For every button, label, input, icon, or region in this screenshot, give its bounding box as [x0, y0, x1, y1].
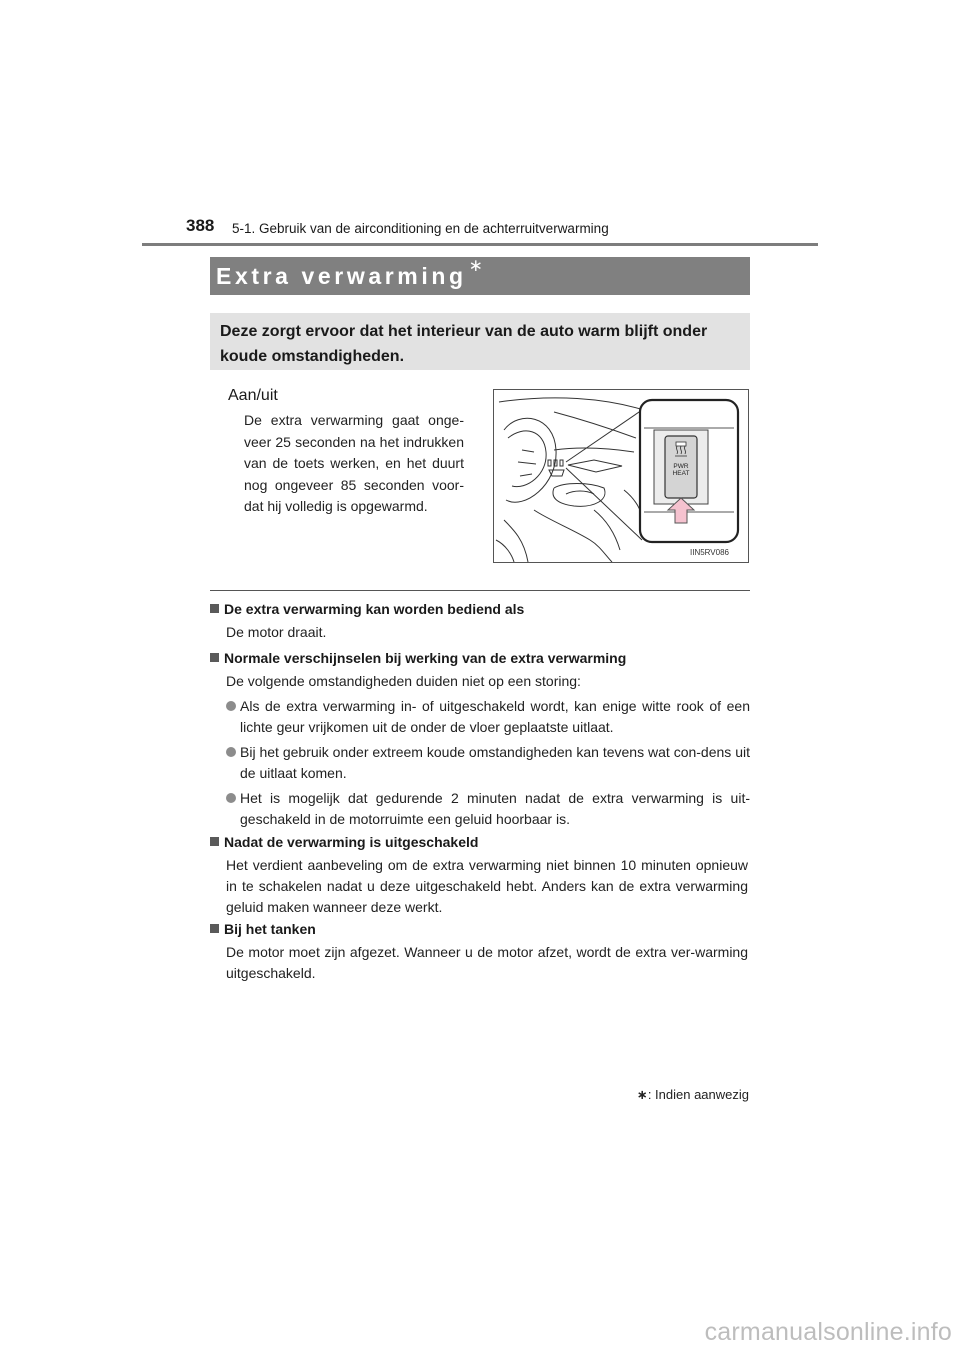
list-item	[226, 696, 750, 738]
on-off-description: De extra verwarming gaat onge-veer 25 seconden na het indrukken van de toets werken, en het duurt nog ongeveer 85 seconden voor-dat hij volledig is opgewarmd.	[244, 412, 464, 515]
intro-box: Deze zorgt ervoor dat het interieur van de auto warm blijft onder koude omstandigheden.	[210, 313, 750, 370]
round-bullet-icon	[226, 793, 236, 803]
illustration-code: IIN5RV086	[690, 548, 729, 557]
site-watermark: carmanualsonline.info	[704, 1318, 952, 1346]
list-item	[226, 742, 750, 784]
condition-heading-text: Normale verschijnselen bij werking van de extra verwarming	[224, 650, 627, 666]
condition-body: De volgende omstandigheden duiden niet op een storing:	[226, 673, 581, 689]
button-label-pwr: PWR	[673, 463, 689, 470]
footnote-text: : Indien aanwezig	[647, 1087, 749, 1102]
body-divider	[210, 590, 750, 591]
list-item-text: Bij het gebruik onder extreem koude omstandigheden kan tevens wat con-dens uit de uitlaat komen.	[240, 744, 750, 781]
square-bullet-icon	[210, 924, 219, 933]
round-bullet-icon	[226, 747, 236, 757]
section-title: Extra verwarming	[216, 262, 467, 289]
footnote	[637, 1087, 749, 1103]
list-item-text: Als de extra verwarming in- of uitgeschakeld wordt, kan enige witte rook of een lichte geur vrijkomen uit de onder de vloer geplaatste uitlaat.	[240, 698, 750, 735]
footnote-marker: ∗	[636, 1087, 648, 1102]
dashboard-drawing	[494, 390, 749, 563]
header-divider	[142, 243, 818, 246]
list-item-text: Het is mogelijk dat gedurende 2 minuten nadat de extra verwarming is uit-geschakeld in de motorruimte een geluid hoorbaar is.	[240, 790, 750, 827]
list-item	[226, 788, 750, 830]
button-label-heat: HEAT	[672, 470, 690, 477]
on-off-heading: Aan/uit	[228, 387, 278, 404]
optional-equipment-marker: ∗	[468, 256, 483, 275]
condition-heading	[210, 599, 750, 620]
running-header: 5-1. Gebruik van de airconditioning en de achterruitverwarming	[232, 221, 609, 236]
condition-heading-text: De extra verwarming kan worden bediend als	[224, 601, 525, 617]
condition-heading	[210, 648, 750, 669]
condition-body: Het verdient aanbeveling om de extra verwarming niet binnen 10 minuten opnieuw in te schakelen nadat u deze uitgeschakeld hebt. Anders kan de extra verwarming geluid maken wanneer deze werkt.	[226, 857, 748, 915]
condition-heading-text: Bij het tanken	[224, 921, 316, 937]
square-bullet-icon	[210, 837, 219, 846]
section-title-bar	[210, 257, 750, 295]
square-bullet-icon	[210, 604, 219, 613]
condition-body: De motor draait.	[226, 624, 327, 640]
condition-heading-text: Nadat de verwarming is uitgeschakeld	[224, 834, 479, 850]
page-number: 388	[186, 216, 215, 235]
heater-button-illustration	[493, 389, 749, 563]
round-bullet-icon	[226, 701, 236, 711]
condition-heading	[210, 832, 750, 853]
square-bullet-icon	[210, 653, 219, 662]
condition-heading	[210, 919, 750, 940]
condition-body: De motor moet zijn afgezet. Wanneer u de motor afzet, wordt de extra ver-warming uitgeschakeld.	[226, 944, 748, 981]
